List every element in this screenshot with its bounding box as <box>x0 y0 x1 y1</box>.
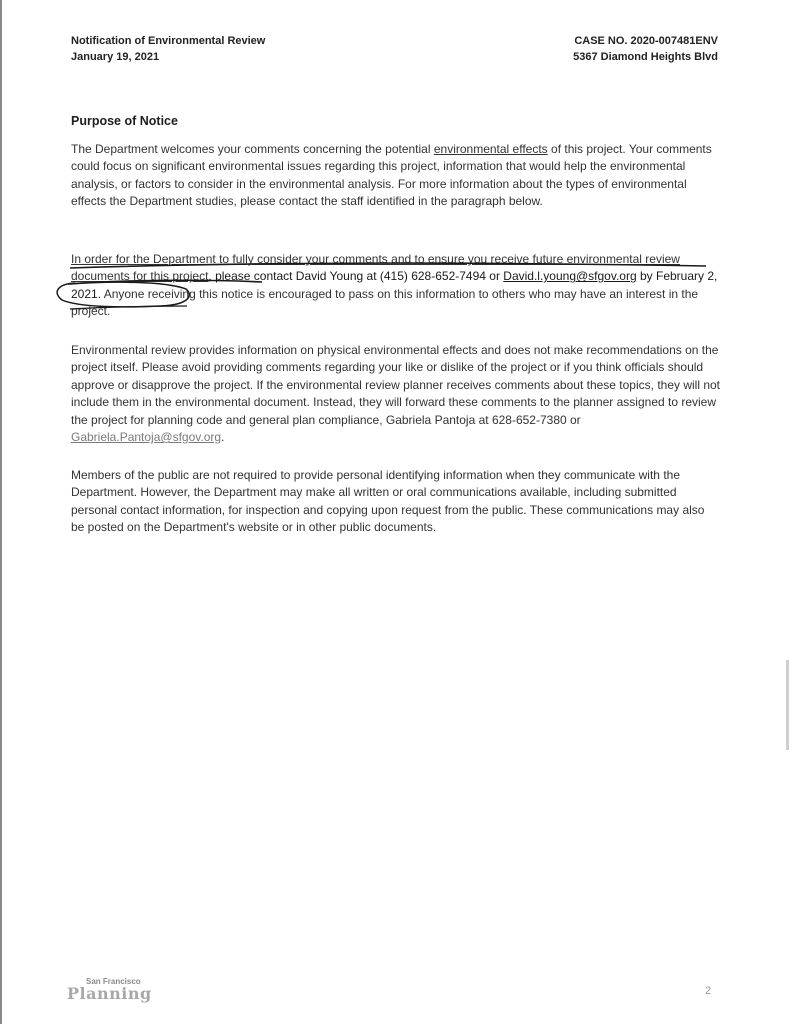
gabriela-pantoja-email-link[interactable]: Gabriela.Pantoja@sfgov.org <box>71 430 222 445</box>
paragraph-review-scope <box>71 342 720 446</box>
header-left <box>71 34 265 65</box>
logo-big-text: Planning <box>67 984 152 1003</box>
notice-title: Notification of Environmental Review <box>71 35 266 47</box>
underlined-request: In order for the Department to fully consider your comments and to ensure you receive future environmental review documents for this project <box>71 252 680 284</box>
page-number: 2 <box>705 985 712 997</box>
scan-artifact <box>786 660 789 750</box>
section-title: Purpose of Notice <box>71 114 178 128</box>
header-right <box>573 34 718 65</box>
project-address: 5367 Diamond Heights Blvd <box>573 50 718 63</box>
text-run: . Anyone receiving this notice is encouraged to pass on this information to others who may have an interest in the project. <box>71 286 699 319</box>
sf-planning-logo <box>67 977 151 1001</box>
text-run: . <box>221 430 225 445</box>
scan-edge <box>0 0 2 1024</box>
deadline-text: by February 2, 2021 <box>71 269 718 301</box>
notice-date: January 19, 2021 <box>71 50 160 63</box>
text-run: of this project. Your comments could focus on significant environmental issues regarding this project, information that would help the environmental analysis, or factors to consider in the environmental analysis. For more information about the types of environmental effects the Department studies, please contact the staff identified in the paragraph below. <box>71 142 712 209</box>
david-young-email-link[interactable]: David.l.young@sfgov.org <box>503 269 637 284</box>
text-run: The Department welcomes your comments concerning the potential <box>71 142 434 156</box>
paragraph-contact <box>71 251 720 321</box>
paragraph-purpose <box>71 141 720 211</box>
text-run: Environmental review provides information on physical environmental effects and does not make recommendations on the project itself. Please avoid providing comments regarding your like or dislike of the project or if you think officials should approve or disapprove the project. If the environmental review planner receives comments about these topics, they will not include them in the environmental document. Instead, they will forward these comments to the planner assigned to review the project for planning code and general plan compliance, Gabriela Pantoja at 628-652-7380 or <box>71 343 721 427</box>
text-run: , please contact David Young at (415) 628-652-7494 or <box>208 269 504 284</box>
case-number: CASE NO. 2020-007481ENV <box>574 35 718 47</box>
paragraph-privacy: Members of the public are not required to provide personal identifying information when they communicate with the Department. However, the Department may make all written or oral communications available, including submitted personal contact information, for inspection and copying upon request from the public. These communications may also be posted on the Department's website or in other public documents. <box>71 468 705 535</box>
environmental-effects-link[interactable]: environmental effects <box>433 142 548 156</box>
logo-small-text: San Francisco <box>86 977 141 986</box>
